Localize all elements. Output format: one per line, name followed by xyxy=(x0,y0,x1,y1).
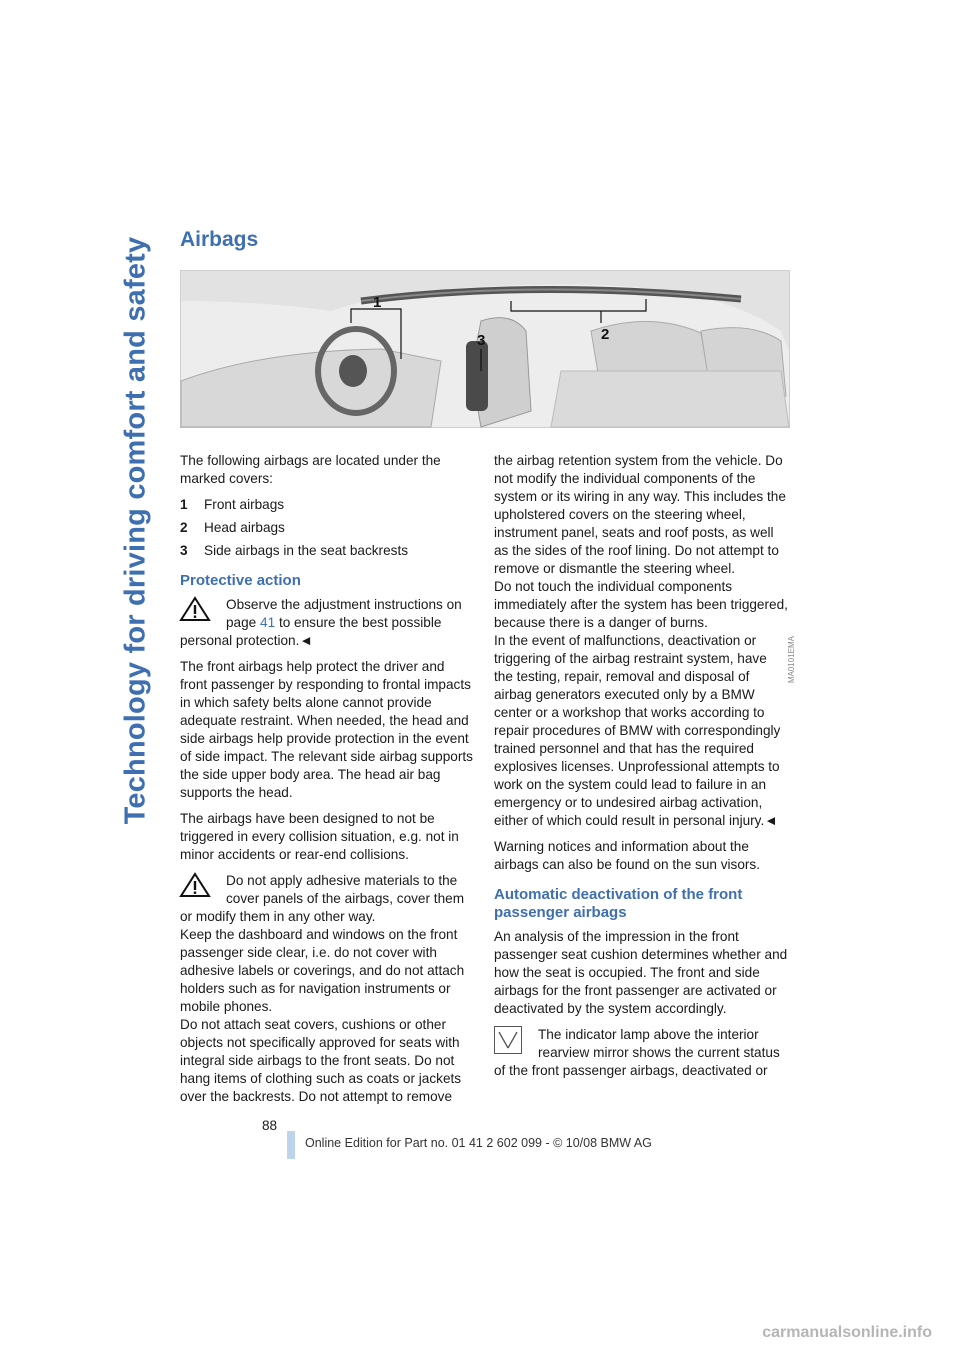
footer-accent-bar xyxy=(287,1131,295,1159)
page-title: Airbags xyxy=(180,228,259,251)
section-heading-protective-action: Protective action xyxy=(180,572,301,589)
chapter-side-title-text: Technology for driving comfort and safety xyxy=(119,236,152,824)
right-column xyxy=(494,452,788,1088)
paragraph-sun-visors: Warning notices and information about the airbags can also be found on the sun visors. xyxy=(494,839,761,872)
paragraph-warning-continued: the airbag retention system from the vehicle. Do not modify the individual components of the system or its wiring in any way. This includes the upholstered covers on the steering wheel, instrument panel, seats and roof posts, as well as the sides of the roof lining. Do not attempt to remove or dismantle the steering wheel. Do not touch the individual components immediately after the system has been triggered, because there is a danger of burns. In the event of malfunctions, deactivation or triggering of the airbag restraint system, have the testing, repair, removal and disposal of airbag generators executed only by a BMW center or a workshop that works according to repair procedures of BMW with correspondingly trained personnel and that has the required explosives licenses. Unprofessional attempts to work on the system could lead to failure in an emergency or to undesired airbag activation, either of which could result in personal injury.◄ xyxy=(494,453,788,828)
warning-adjustment: Observe the adjustment instructions on page 41 to ensure the best possible personal protection.◄ xyxy=(180,597,462,648)
figure-code: MA0101EMA xyxy=(787,636,796,684)
indicator-lamp-icon xyxy=(494,1026,522,1054)
section-heading-automatic-deactivation: Automatic deactivation of the front passenger airbags xyxy=(494,886,743,921)
list-item: 2 Head airbags xyxy=(180,520,285,535)
paragraph-not-triggered: The airbags have been designed to not be triggered in every collision situation, e.g. not in minor accidents or rear-end collisions. xyxy=(180,811,459,862)
left-column xyxy=(180,452,474,1114)
page-number: 88 xyxy=(262,1118,278,1133)
intro-text: The following airbags are located under the marked covers: xyxy=(180,453,441,486)
warning-adhesive: Do not apply adhesive materials to the cover panels of the airbags, cover them or modify them in any other way. Keep the dashboard and windows on the front passenger side clear, i.e. do not cover with adhesive labels or coverings, and do not attach holders such as for navigation instruments or mobile phones. Do not attach seat covers, cushions or other objects not specifically approved for seats with integral side airbags to the front seats. Do not hang items of clothing such as coats or jackets over the backrests. Do not attempt to remove xyxy=(180,873,465,1104)
car-interior-illustration xyxy=(181,271,789,427)
callout-1: 1 xyxy=(373,294,382,311)
callout-3: 3 xyxy=(477,332,486,349)
chapter-side-title xyxy=(112,230,160,830)
footer-edition-text: Online Edition for Part no. 01 41 2 602 099 - © 10/08 BMW AG xyxy=(305,1136,652,1150)
page-link[interactable]: 41 xyxy=(260,615,276,630)
paragraph-front-airbags: The front airbags help protect the driver and front passenger by responding to frontal impacts in which safety belts alone cannot provide adequate restraint. When needed, the head and side airbags help provide protection in the event of side impact. The relevant side airbag supports the side upper body area. The head air bag supports the head. xyxy=(180,659,473,800)
callout-2: 2 xyxy=(601,326,610,343)
paragraph-seat-analysis: An analysis of the impression in the front passenger seat cushion determines whether and how the seat is occupied. The front and side airbags for the front passenger are activated or deactivated by the system accordingly. xyxy=(494,929,788,1016)
list-item: 3 Side airbags in the seat backrests xyxy=(180,543,409,558)
list-item: 1 Front airbags xyxy=(180,497,285,512)
warning-triangle-icon xyxy=(180,596,210,622)
watermark: carmanualsonline.info xyxy=(762,1324,932,1341)
paragraph-indicator-lamp: The indicator lamp above the interior rearview mirror shows the current status of the front passenger airbags, deactivated or xyxy=(494,1027,780,1078)
warning-triangle-icon xyxy=(180,872,210,898)
